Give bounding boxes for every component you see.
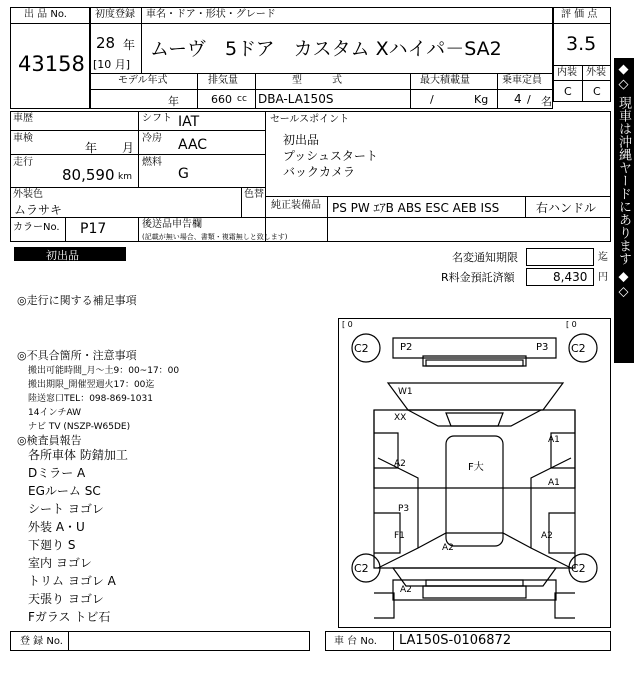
damage-mark-5: A1 — [548, 435, 560, 445]
score-value: 3.5 — [566, 33, 597, 55]
shift-value: IAT — [178, 114, 200, 130]
model-value: DBA-LA150S — [258, 92, 334, 106]
inspector-title: ◎検査員報告 — [17, 434, 82, 447]
ac-label: 冷房 — [142, 133, 162, 144]
history-label: 車歴 — [13, 113, 33, 124]
car-name-label: 車名・ドア・形状・グレード — [146, 9, 276, 20]
capacity-label: 乗車定員 — [502, 75, 542, 86]
handle-value: 右ハンドル — [536, 201, 597, 215]
defect-line-2: 搬出期限_開催翌週火17：00迄 — [28, 380, 155, 390]
transfer-deadline-box — [526, 248, 594, 266]
defect-line-4: 14インチAW — [28, 408, 82, 418]
wheel-mark-fr: C2 — [571, 342, 586, 355]
reg-no-label: 登 録 No. — [20, 636, 63, 647]
lot-number: 43158 — [18, 52, 85, 76]
capacity-sep: / — [527, 93, 531, 106]
wheel-mark-rr: C2 — [571, 562, 586, 575]
damage-mark-6: A2 — [394, 459, 406, 469]
shift-label: シフト — [142, 113, 172, 124]
max-load-unit: Kg — [474, 93, 489, 106]
defect-line-1: 搬出可能時間_月～土9：00~17：00 — [28, 366, 180, 376]
recycle-value: 8,430 — [553, 270, 588, 284]
damage-mark-12: A2 — [541, 531, 553, 541]
defect-line-5: ナビ TV (NSZP-W65DE) — [28, 422, 131, 432]
mileage-label: 走行 — [13, 157, 33, 168]
fuel-value: G — [178, 166, 189, 182]
first-reg-label: 初度登録 — [95, 9, 135, 20]
color-label: 外装色 — [13, 189, 43, 200]
side-banner-text: ◆◇ 現車は沖縄ヤードにあります ◆◇ — [616, 62, 631, 300]
interior-value: C — [564, 85, 572, 98]
model-label: 型 式 — [292, 75, 342, 86]
equipment-label: 純正装備品 — [271, 200, 321, 211]
displacement-unit: cc — [237, 94, 247, 104]
transfer-deadline-unit: 迄 — [598, 252, 608, 263]
inspector-line-6: 下廻り S — [28, 538, 76, 552]
chassis-value: LA150S-0106872 — [399, 633, 512, 648]
fuel-label: 燃料 — [142, 157, 162, 168]
wheel-mark-rl: C2 — [354, 562, 369, 575]
inspector-line-4: シート ヨゴレ — [28, 502, 104, 516]
driving-notes-title: ◎走行に関する補足事項 — [17, 294, 137, 307]
score-label: 評 価 点 — [561, 9, 598, 20]
sales-point-2: プッシュスタート — [283, 149, 378, 163]
reported-note: (記載が無い場合、書類・複霜無しと致します) — [142, 233, 288, 241]
inspector-line-7: 室内 ヨゴレ — [28, 556, 92, 570]
capacity-value: 4 — [514, 92, 522, 106]
displacement-value: 660 — [211, 93, 232, 106]
inspector-line-8: トリム ヨゴレ A — [28, 574, 116, 588]
first-reg-year-unit: 年 — [123, 38, 136, 52]
damage-mark-10: F1 — [394, 531, 405, 541]
damage-mark-11: A2 — [442, 543, 454, 553]
recycle-unit: 円 — [598, 272, 608, 283]
inspection-label: 車検 — [13, 133, 33, 144]
lot-label: 出 品 No. — [24, 9, 67, 20]
color-no-value: P17 — [80, 221, 107, 237]
ac-value: AAC — [178, 137, 208, 153]
inspection-year: 年 — [85, 141, 98, 155]
capacity-unit: 名 — [541, 95, 552, 108]
defects-title: ◎不具合箇所・注意事項 — [17, 349, 137, 362]
damage-mark-9: P3 — [398, 504, 410, 514]
mileage-unit: km — [118, 172, 132, 182]
wheel-mark-fl: C2 — [354, 342, 369, 355]
max-load-label: 最大積載量 — [420, 75, 470, 86]
inspector-line-1: 各所車体 防錆加工 — [28, 448, 128, 462]
exterior-label: 外装 — [586, 67, 606, 78]
model-year-label: モデル年式 — [118, 75, 168, 86]
displacement-label: 排気量 — [208, 75, 238, 86]
interior-label: 内装 — [557, 67, 577, 78]
diagram-top-left: [ 0 — [342, 320, 353, 329]
color-no-label: カラーNo. — [13, 222, 60, 233]
damage-mark-2: P3 — [536, 342, 549, 353]
mileage-value: 80,590 — [62, 166, 115, 184]
model-year-unit: 年 — [168, 95, 179, 108]
inspection-month: 月 — [122, 141, 135, 155]
transfer-deadline-label: 名変通知期限 — [452, 251, 518, 264]
damage-mark-3: W1 — [398, 387, 413, 397]
damage-mark-8: A1 — [548, 478, 560, 488]
damage-mark-1: P2 — [400, 342, 413, 353]
color-change-label: 色替 — [244, 189, 264, 200]
car-damage-diagram — [338, 318, 611, 628]
recycle-label: R料金預託済額 — [441, 271, 515, 284]
reported-label: 後送品申告欄 — [142, 219, 202, 230]
sales-point-label: セールスポイント — [270, 114, 350, 125]
inspector-line-3: EGルーム SC — [28, 484, 101, 498]
diagram-top-right: [ 0 — [566, 320, 577, 329]
first-listing-text: 初出品 — [46, 249, 79, 262]
inspector-line-2: Dミラー A — [28, 466, 86, 480]
equipment-value: PS PW ｴｱB ABS ESC AEB ISS — [332, 201, 500, 215]
chassis-label: 車 台 No. — [334, 636, 377, 647]
sales-point-3: バックカメラ — [283, 165, 356, 179]
damage-mark-13: A2 — [400, 585, 412, 595]
max-load-sep: / — [430, 93, 434, 106]
sales-point-1: 初出品 — [283, 133, 320, 147]
inspector-line-10: Fガラス トビ石 — [28, 610, 111, 624]
first-reg-month: [10 月] — [93, 58, 131, 71]
car-name: ムーヴ 5ドア カスタム Xハイパ－SA2 — [150, 38, 502, 60]
defect-line-3: 陸送窓口TEL：098-869-1031 — [28, 394, 153, 404]
color-value: ムラサキ — [14, 203, 63, 217]
damage-mark-4: XX — [394, 413, 407, 423]
first-reg-year: 28 — [96, 34, 116, 52]
inspector-line-5: 外装 A・U — [28, 520, 85, 534]
inspector-line-9: 天張り ヨゴレ — [28, 592, 104, 606]
damage-mark-7: F大 — [468, 462, 484, 473]
exterior-value: C — [593, 85, 601, 98]
